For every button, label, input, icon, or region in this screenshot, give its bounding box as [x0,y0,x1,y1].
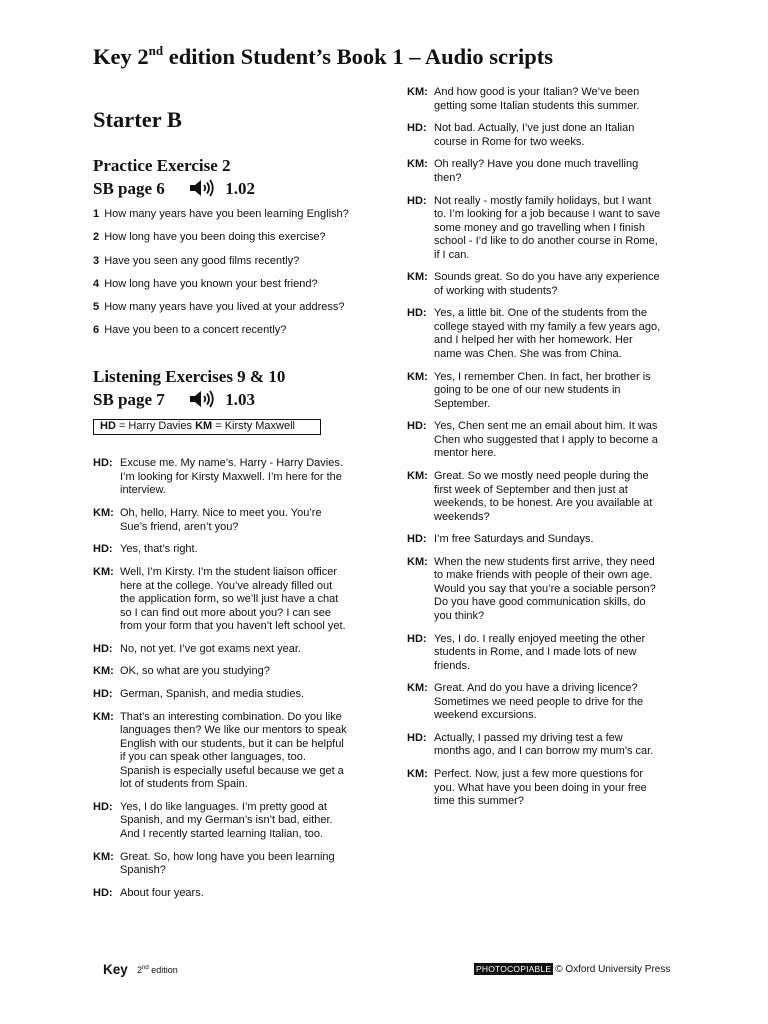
footer-publisher [474,963,670,975]
dialogue-line: Spanish? [120,864,166,877]
dialogue-line: to make friends with people of their own age. [434,569,653,582]
photocopiable-label: PHOTOCOPIABLE [476,964,552,974]
dialogue-text [434,158,677,185]
dialogue-line: And I recently started learning Italian, too. [120,827,324,840]
dialogue-line: Would you say that you’re a sociable person? [434,582,656,595]
dialogue-line: September. [434,397,491,410]
dialogue-turn [407,732,677,759]
dialogue-text [120,711,373,792]
dialogue-line: Not really - mostly family holidays, but I want [434,194,652,207]
dialogue-turn [93,566,373,634]
dialogue-turn [93,457,373,498]
dialogue-text [434,195,677,263]
question-number: 1 [93,208,100,220]
dialogue-text [120,566,373,634]
dialogue-line: Great. So, how long have you been learning [120,850,335,863]
dialogue-text [434,307,677,361]
exercise-heading: Practice Exercise 2 [93,156,231,175]
dialogue-line: Do you have good communication skills, do [434,596,646,609]
dialogue-line: Sue’s friend, aren’t you? [120,520,239,533]
dialogue-text [120,688,373,702]
exercise-page-line [93,388,373,411]
speaker-icon[interactable] [189,390,215,408]
dialogue-line: Well, I’m Kirsty. I’m the student liaison officer [120,566,338,579]
dialogue-line: Oh really? Have you done much travelling [434,158,639,171]
dialogue-line: Yes, Chen sent me an email about him. It was [434,420,658,433]
dialogue-line: school - I’d like to do another course in Rome, [434,235,658,248]
dialogue-turn [407,768,677,809]
dialogue-line: Spanish is especially useful because we get a [120,764,344,777]
dialogue-line: mentor here. [434,447,497,460]
dialogue-text [434,86,677,113]
dialogue-line: Not bad. Actually, I’ve just done an Italian [434,122,635,135]
dialogue-line: you. What have you been doing in your free [434,781,647,794]
question-text: How long have you known your best friend? [104,277,318,290]
dialogue-line: I’m free Saturdays and Sundays. [434,533,594,546]
dialogue-turn [407,470,677,524]
dialogue-line: here at the college. You’ve already filled out [120,579,333,592]
question-item [93,301,373,314]
dialogue-line: Chen who suggested that I apply to become a [434,433,658,446]
dialogue-line: languages then? We like our mentors to speak [120,724,347,737]
speaker-label: KM: [407,370,428,383]
dialogue-line: if you can speak other languages, too. [120,751,306,764]
dialogue-line: weekend excursions. [434,709,537,722]
dialogue-line: so I can find out more about you? I can see [120,606,331,619]
question-number: 2 [93,231,100,244]
dialogue-right [407,86,677,809]
dialogue-line: When the new students first arrive, they need [434,555,655,568]
dialogue-line: and I helped her with her homework. Her [434,334,633,347]
speaker-label: KM: [407,158,428,171]
dialogue-line: lot of students from Spain. [120,778,248,791]
dialogue-line: time this summer? [434,795,524,808]
dialogue-line: the application form, so we’ll just have a chat [120,593,339,606]
dialogue-turn [93,643,373,657]
dialogue-line: course in Rome for two weeks. [434,135,585,148]
exercise-heading: Listening Exercises 9 & 10 [93,367,286,387]
dialogue-text [120,851,373,878]
practice-exercise-section [93,154,373,337]
dialogue-text [120,665,373,679]
dialogue-line: Great. And do you have a driving licence? [434,682,638,695]
dialogue-line: About four years. [120,886,204,899]
dialogue-turn [407,633,677,674]
dialogue-line: students in Rome, and I made lots of new [434,646,637,659]
speaker-label: HD: [93,886,113,899]
sb-page: SB page 6 [93,179,165,198]
dialogue-line: That’s an interesting combination. Do you like [120,710,342,723]
dialogue-line: And how good is your Italian? We’ve been [434,86,640,98]
dialogue-text [434,122,677,149]
speaker-label: HD: [407,420,427,433]
dialogue-text [434,633,677,674]
question-list [93,208,373,337]
dialogue-turn [407,420,677,461]
footer-key-logo: Key [103,962,128,977]
dialogue-turn [407,307,677,361]
dialogue-line: you think? [434,609,485,622]
dialogue-turn [407,682,677,723]
dialogue-line: if I can. [434,248,470,261]
speaker-label: HD: [93,457,113,470]
dialogue-text [120,543,373,557]
question-number: 5 [93,301,100,314]
dialogue-turn [93,665,373,679]
dialogue-turn [407,371,677,412]
question-item [93,231,373,244]
dialogue-turn [407,122,677,149]
dialogue-line: Yes, I do. I really enjoyed meeting the other [434,632,646,645]
speaker-label: HD: [407,307,427,320]
right-column [407,86,677,818]
dialogue-text [434,271,677,298]
dialogue-text [120,457,373,498]
speaker-label: KM: [93,710,114,723]
speaker-label: KM: [93,566,114,579]
question-text: How many years have you lived at your address? [104,301,345,314]
dialogue-line: name was Chen. She was from China. [434,347,622,360]
speaker-label: HD: [407,194,427,207]
question-text: How long have you been doing this exercise? [104,231,326,244]
speaker-label: HD: [407,533,427,546]
dialogue-line: German, Spanish, and media studies. [120,688,305,701]
speaker-label: HD: [93,800,113,813]
dialogue-text [434,470,677,524]
speaker-label: KM: [407,555,428,568]
dialogue-line: then? [434,171,462,184]
dialogue-turn [407,271,677,298]
dialogue-turn [93,507,373,534]
sb-page: SB page 7 [93,390,165,410]
dialogue-turn [407,86,677,113]
speaker-key-box [93,419,321,435]
dialogue-line: I’m looking for Kirsty Maxwell. I’m here for the [120,470,342,483]
question-item [93,255,373,268]
dialogue-text [434,732,677,759]
footer-edition-num: 2 [137,965,143,975]
speaker-label: KM: [407,86,428,98]
dialogue-line: going to be one of our new students in [434,384,621,397]
dialogue-line: Spanish, and my German’s isn’t bad, either. [120,814,333,827]
footer-edition-sup: nd [142,965,149,971]
dialogue-text [120,887,373,901]
exercise-page-line [93,177,373,200]
dialogue-line: weekends, to be honest. Are you available at [434,497,653,509]
speaker-label: KM: [407,682,428,695]
question-number: 6 [93,324,100,337]
track-number: 1.02 [225,179,256,198]
dialogue-line: getting some Italian students this summer. [434,99,640,112]
footer-edition [137,965,178,975]
listening-exercise-section [93,365,373,900]
dialogue-line: Actually, I passed my driving test a few [434,731,623,744]
dialogue-line: OK, so what are you studying? [120,665,270,678]
dialogue-line: No, not yet. I’ve got exams next year. [120,642,301,655]
question-number: 3 [93,254,100,267]
dialogue-turn [93,543,373,557]
speaker-label: HD: [407,731,427,744]
dialogue-turn [93,688,373,702]
track-number: 1.03 [225,390,256,410]
dialogue-turn [93,851,373,878]
speaker-label: KM: [407,470,428,482]
speaker-label: HD: [407,632,427,645]
dialogue-line: of working with students? [434,284,558,297]
dialogue-text [434,682,677,723]
question-text: Have you been to a concert recently? [104,324,287,337]
speaker-label: KM: [93,507,114,520]
dialogue-line: first week of September and then just at [434,483,628,496]
dialogue-turn [93,801,373,842]
dialogue-line: English with our students, but it can be helpful [120,737,344,750]
dialogue-text [434,533,677,547]
speaker-label: KM: [407,271,428,284]
dialogue-line: Sometimes we need people to drive for the [434,695,644,708]
speaker-label: KM: [407,768,428,781]
dialogue-turn [407,556,677,624]
question-item [93,208,373,221]
dialogue-turn [407,533,677,547]
publisher-name: © Oxford University Press [555,963,671,975]
question-text: Have you seen any good films recently? [104,254,300,267]
dialogue-turn [407,195,677,263]
dialogue-line: friends. [434,659,471,672]
speaker-label: KM: [93,665,114,678]
dialogue-line: some money and go travelling when I finish [434,221,645,234]
question-item [93,278,373,291]
dialogue-line: Yes, that’s right. [120,543,198,556]
speaker-icon[interactable] [189,179,215,197]
key-hd-abbr: HD [100,420,116,433]
dialogue-line: to. I’m looking for a job because I want to save [434,208,661,221]
key-hd-name: = Harry Davies [115,420,196,433]
dialogue-line: months ago, and I can borrow my mum’s car. [434,745,654,758]
speaker-label: KM: [93,850,114,863]
speaker-label: HD: [93,543,113,556]
dialogue-turn [93,711,373,792]
title-superscript: nd [148,43,164,58]
dialogue-line: Perfect. Now, just a few more questions for [434,768,644,781]
left-column [93,106,373,910]
speaker-label: HD: [407,122,427,135]
question-text: How many years have you been learning English? [104,208,349,220]
dialogue-line: Great. So we mostly need people during the [434,470,649,482]
dialogue-text [120,643,373,657]
dialogue-line: interview. [120,484,166,497]
dialogue-turn [93,887,373,901]
dialogue-line: Yes, I do like languages. I’m pretty good at [120,800,327,813]
dialogue-line: Yes, I remember Chen. In fact, her brother is [434,370,651,383]
dialogue-left [93,457,373,900]
dialogue-text [120,507,373,534]
footer-edition-word: edition [148,965,178,975]
dialogue-line: Sounds great. So do you have any experience [434,271,660,284]
title-text: Key 2 [93,44,149,69]
speaker-label: HD: [93,642,113,655]
title-text-rest: edition Student’s Book 1 – Audio scripts [163,44,553,69]
page-title [93,42,733,72]
dialogue-line: weekends? [434,510,490,523]
dialogue-text [120,801,373,842]
dialogue-line: Yes, a little bit. One of the students from the [434,307,647,320]
dialogue-line: college stayed with my family a few years ago, [434,320,661,333]
dialogue-text [434,768,677,809]
key-km-name: = Kirsty Maxwell [212,420,295,433]
question-item [93,324,373,337]
dialogue-line: from your form that you haven’t left school yet. [120,620,346,633]
unit-title: Starter B [93,107,182,132]
dialogue-text [434,371,677,412]
speaker-label: HD: [93,688,113,701]
dialogue-line: Oh, hello, Harry. Nice to meet you. You’re [120,507,322,520]
dialogue-line: Excuse me. My name’s. Harry - Harry Davies. [120,457,343,470]
dialogue-text [434,420,677,461]
dialogue-text [434,556,677,624]
question-number: 4 [93,277,100,290]
key-km-abbr: KM [195,420,213,433]
dialogue-turn [407,158,677,185]
